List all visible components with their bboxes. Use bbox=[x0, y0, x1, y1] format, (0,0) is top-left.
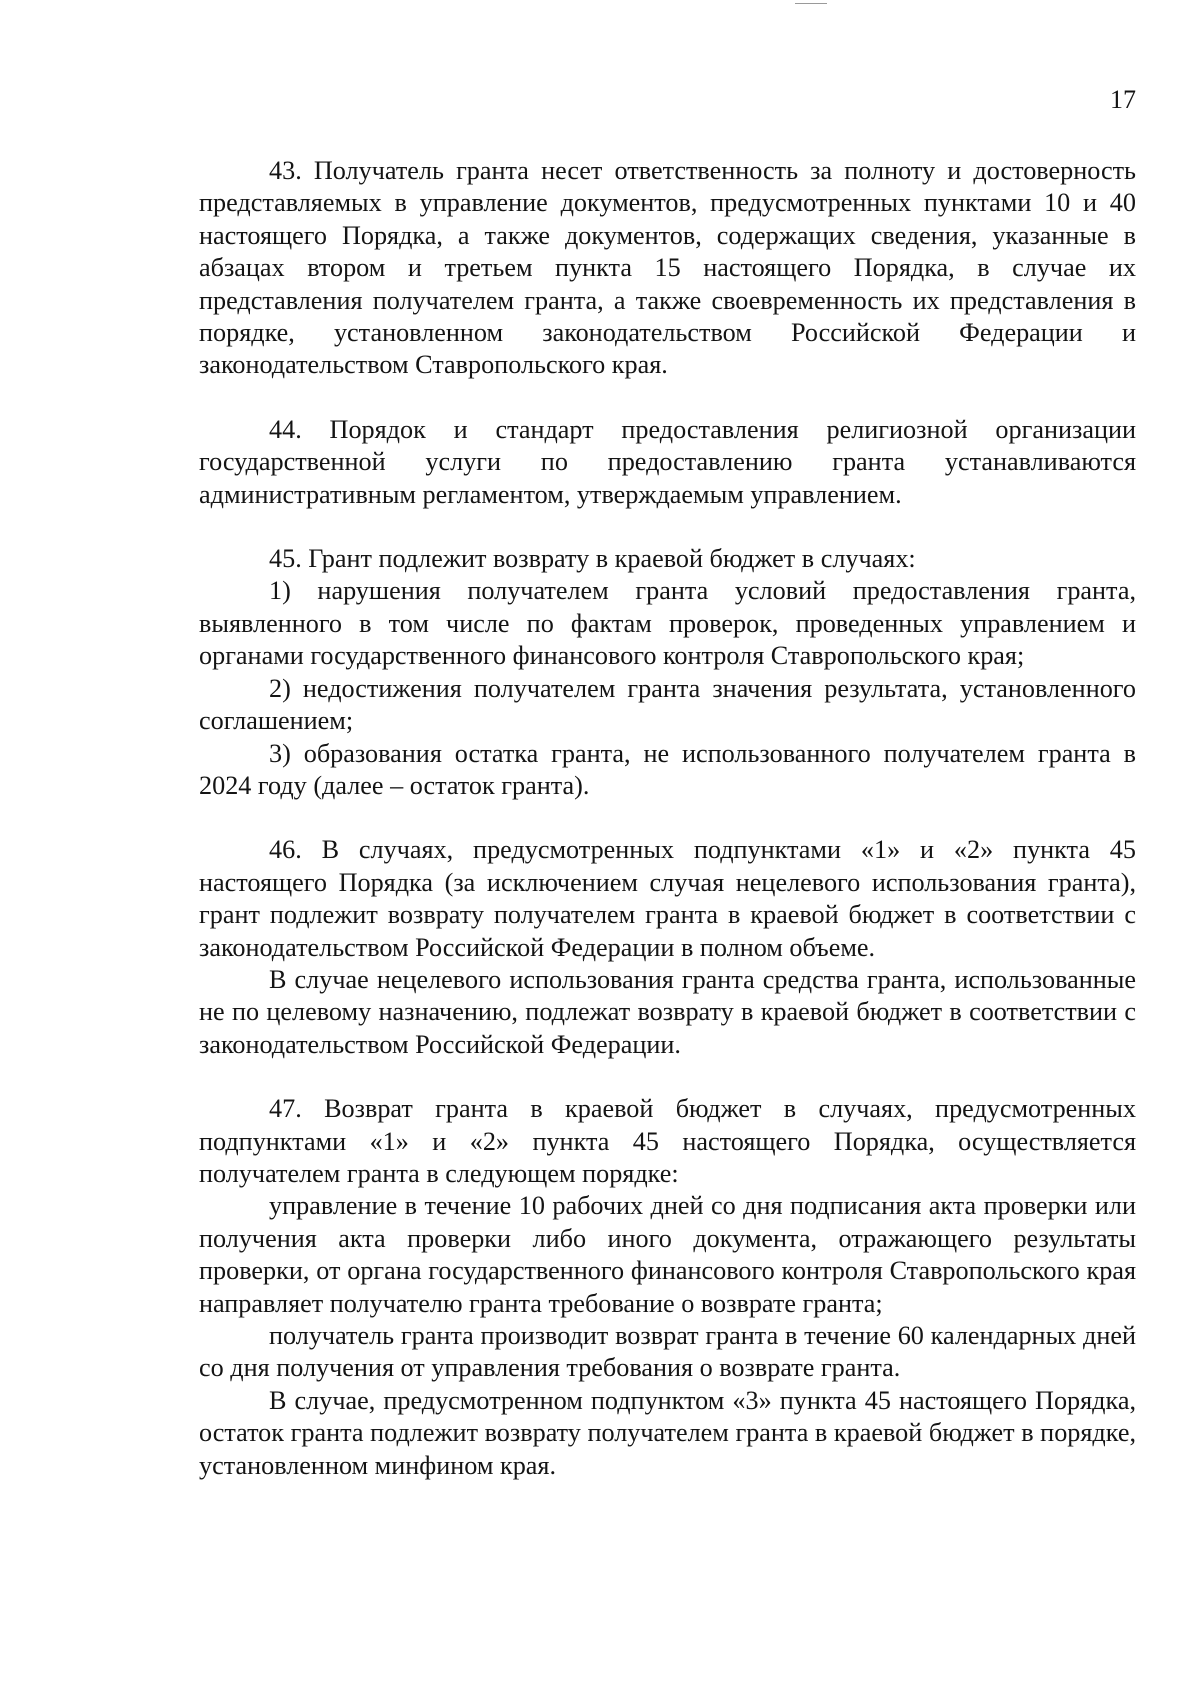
paragraph-45: 45. Грант подлежит возврату в краевой бюджет в случаях: bbox=[269, 544, 916, 574]
paragraph-45-item-3: 3) образования остатка гранта, не использованного получателем гранта в 2024 году (далее – остаток гранта). bbox=[199, 738, 1136, 800]
paragraph-47: 47. Возврат гранта в краевой бюджет в случаях, предусмотренных подпунктами «1» и «2» пункта 45 настоящего Порядка, осуществляется получателем гранта в следующем порядке: bbox=[199, 1094, 1136, 1188]
paragraph-44: 44. Порядок и стандарт предоставления религиозной организации государственной услуги по предоставлению гранта устанавливаются административным регламентом, утверждаемым управлением. bbox=[199, 414, 1136, 509]
scan-mark bbox=[795, 3, 827, 4]
paragraph-43: 43. Получатель гранта несет ответственность за полноту и достоверность представляемых в управление документов, предусмотренных пунктами 10 и 40 настоящего Порядка, а также документов, содержащих сведения, указанные в абзацах втором и третьем пункта 15 настоящего Порядка, в случае их представления получателем гранта, а также своевременность их представления в порядке, установленном законодательством Российской Федерации и законодательством Ставропольского края. bbox=[199, 156, 1136, 380]
document-body bbox=[199, 155, 1136, 1482]
paragraph-45-item-1: 1) нарушения получателем гранта условий предоставления гранта, выявленного в том числе по фактам проверок, проведенных управлением и органами государственного финансового контроля Ставропольского края; bbox=[199, 576, 1136, 671]
paragraph-46: 46. В случаях, предусмотренных подпунктами «1» и «2» пункта 45 настоящего Порядка (за исключением случая нецелевого использования гранта), грант подлежит возврату получателем гранта в краевой бюджет в соответствии с законодательством Российской Федерации в полном объеме. bbox=[199, 835, 1136, 962]
page-number: 17 bbox=[1110, 85, 1136, 114]
paragraph-47-step-2: получатель гранта производит возврат гранта в течение 60 календарных дней со дня получения от управления требования о возврате гранта. bbox=[199, 1321, 1136, 1383]
paragraph-46-continuation: В случае нецелевого использования гранта средства гранта, использованные не по целевому назначению, подлежат возврату в краевой бюджет в соответствии с законодательством Российской Федерации. bbox=[199, 964, 1136, 1059]
paragraph-47-remainder: В случае, предусмотренном подпунктом «3» пункта 45 настоящего Порядка, остаток гранта подлежит возврату получателем гранта в краевой бюджет в порядке, установленном минфином края. bbox=[199, 1385, 1136, 1480]
paragraph-47-step-1: управление в течение 10 рабочих дней со дня подписания акта проверки или получения акта проверки либо иного документа, отражающего результаты проверки, от органа государственного финансового контроля Ставропольского края направляет получателю гранта требование о возврате гранта; bbox=[199, 1191, 1136, 1318]
paragraph-45-item-2: 2) недостижения получателем гранта значения результата, установленного соглашением; bbox=[199, 673, 1136, 736]
